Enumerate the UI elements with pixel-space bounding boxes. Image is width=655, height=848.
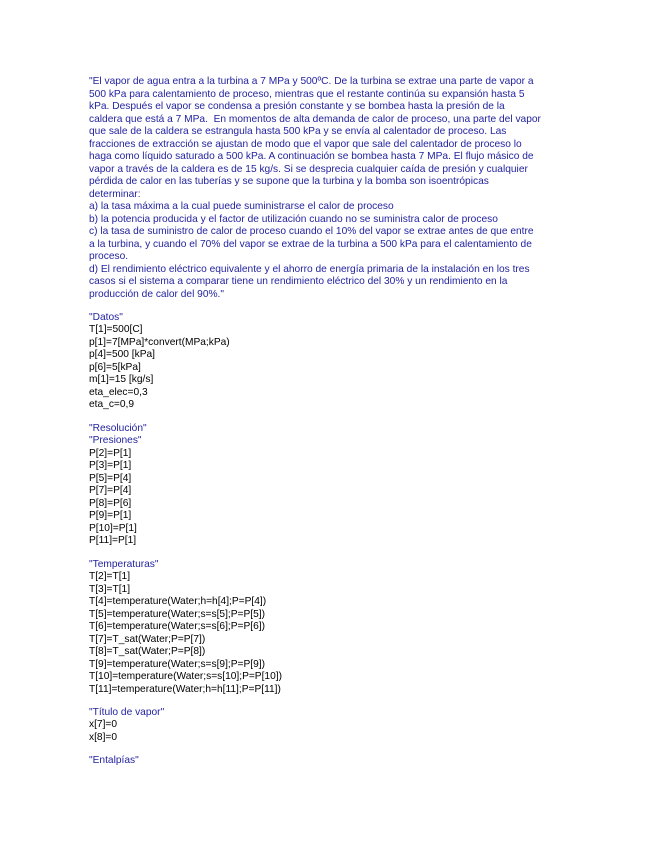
presion-line: P[11]=P[1] [89, 535, 137, 546]
titulo-line: x[7]=0 [89, 719, 118, 730]
problem-line: 500 kPa para calentamiento de proceso, mientras que el restante continúa su expansión hasta 5 [89, 89, 525, 100]
problem-line: casos si el sistema a comparar tiene un rendimiento eléctrico del 30% y un rendimiento en la [89, 276, 508, 287]
temperatura-line: T[8]=T_sat(Water;P=P[8]) [89, 646, 206, 657]
datos-line: p[6]=5[kPa] [89, 362, 141, 373]
entalpias-heading: "Entalpías" [89, 755, 139, 766]
presion-line: P[5]=P[4] [89, 473, 132, 484]
problem-line: determinar: [89, 189, 141, 200]
temperatura-line: T[6]=temperature(Water;s=s[6];P=P[6]) [89, 621, 265, 632]
presion-line: P[7]=P[4] [89, 485, 132, 496]
problem-line: kPa. Después el vapor se condensa a presión constante y se bombea hasta la presión de la [89, 101, 505, 112]
problem-line: a) la tasa máxima a la cual puede suministrarse el calor de proceso [89, 201, 394, 212]
datos-line: m[1]=15 [kg/s] [89, 374, 154, 385]
temperatura-line: T[2]=T[1] [89, 571, 131, 582]
datos-line: T[1]=500[C] [89, 324, 143, 335]
problem-line: haga como líquido saturado a 500 kPa. A continuación se bombea hasta 7 MPa. El flujo másico de [89, 151, 534, 162]
titulo-heading: "Título de vapor" [89, 707, 165, 718]
datos-line: p[4]=500 [kPa] [89, 349, 155, 360]
presion-line: P[10]=P[1] [89, 523, 137, 534]
problem-line: a la turbina, y cuando el 70% del vapor se extrae de la turbina a 500 kPa para el calentamiento de [89, 239, 532, 250]
temperatura-line: T[4]=temperature(Water;h=h[4];P=P[4]) [89, 596, 267, 607]
problem-line: vapor a través de la caldera es de 15 kg/s. Si se desprecia cualquier caída de presión y cualquier [89, 164, 528, 175]
presion-line: P[8]=P[6] [89, 498, 132, 509]
problem-line: "El vapor de agua entra a la turbina a 7 MPa y 500ºC. De la turbina se extrae una parte de vapor a [89, 76, 534, 87]
titulo-line: x[8]=0 [89, 732, 118, 743]
temperatura-line: T[5]=temperature(Water;s=s[5];P=P[5]) [89, 609, 265, 620]
problem-line: producción de calor del 90%." [89, 289, 225, 300]
problem-line: c) la tasa de suministro de calor de proceso cuando el 10% del vapor se extrae antes de que entre [89, 226, 534, 237]
datos-line: eta_c=0,9 [89, 399, 135, 410]
temperatura-line: T[7]=T_sat(Water;P=P[7]) [89, 634, 206, 645]
temperatura-line: T[11]=temperature(Water;h=h[11];P=P[11]) [89, 684, 281, 695]
temperatura-line: T[10]=temperature(Water;s=s[10];P=P[10]) [89, 671, 282, 682]
datos-line: eta_elec=0,3 [89, 387, 148, 398]
presiones-heading: "Presiones" [89, 435, 142, 446]
presion-line: P[3]=P[1] [89, 460, 132, 471]
temperaturas-heading: "Temperaturas" [89, 559, 159, 570]
problem-line: caldera que está a 7 MPa. En momentos de alta demanda de calor de proceso, una parte del vapor [89, 114, 541, 125]
problem-line: b) la potencia producida y el factor de utilización cuando no se suministra calor de proceso [89, 214, 498, 225]
datos-heading: "Datos" [89, 312, 123, 323]
problem-line: d) El rendimiento eléctrico equivalente y el ahorro de energía primaria de la instalación en los tres [89, 264, 530, 275]
temperatura-line: T[9]=temperature(Water;s=s[9];P=P[9]) [89, 659, 265, 670]
presion-line: P[2]=P[1] [89, 448, 132, 459]
datos-line: p[1]=7[MPa]*convert(MPa;kPa) [89, 337, 230, 348]
presion-line: P[9]=P[1] [89, 510, 132, 521]
temperatura-line: T[3]=T[1] [89, 584, 131, 595]
problem-line: que sale de la caldera se estrangula hasta 500 kPa y se envía al calentador de proceso. Las [89, 126, 507, 137]
problem-line: proceso. [89, 251, 129, 262]
problem-line: fracciones de extracción se ajustan de modo que el vapor que sale del calentador de proceso lo [89, 139, 522, 150]
problem-line: pérdida de calor en las tuberías y se supone que la turbina y la bomba son isoentrópicas [89, 176, 489, 187]
resolucion-heading: "Resolución" [89, 423, 147, 434]
